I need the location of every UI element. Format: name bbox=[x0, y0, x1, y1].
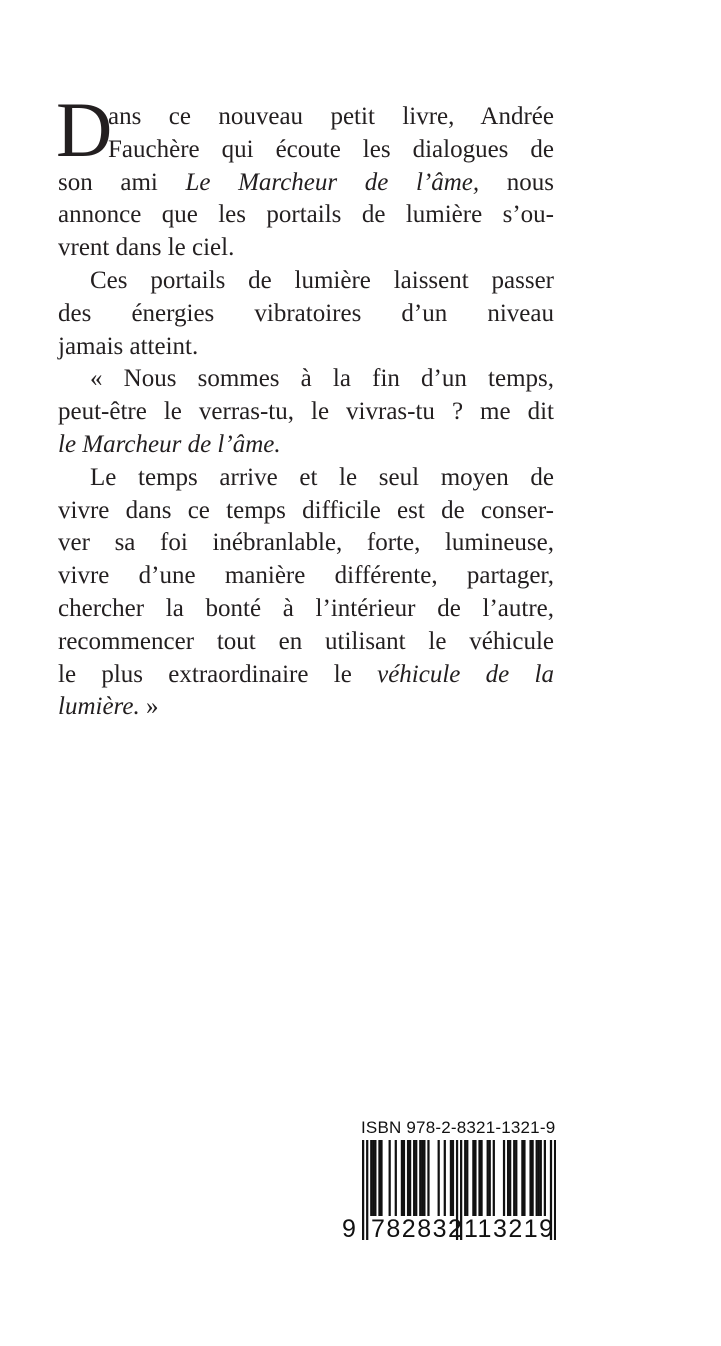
text-segment: jamais atteint. bbox=[58, 332, 199, 360]
text-line bbox=[58, 396, 554, 429]
text-line bbox=[58, 298, 554, 331]
text-line bbox=[58, 134, 554, 167]
text-line bbox=[58, 265, 554, 298]
text-line bbox=[58, 691, 554, 724]
barcode-bar bbox=[415, 1140, 417, 1216]
italic-title-text: Le Marcheur de l’âme, bbox=[185, 168, 480, 196]
barcode-bar bbox=[513, 1140, 515, 1216]
barcode-bar bbox=[472, 1140, 474, 1216]
text-segment: son ami bbox=[58, 168, 186, 196]
barcode-bar bbox=[515, 1140, 517, 1216]
barcode-bar bbox=[419, 1140, 421, 1216]
barcode-bar bbox=[544, 1140, 546, 1216]
text-segment: » bbox=[139, 693, 159, 721]
text-segment: vivre d’une manière différente, partager, bbox=[58, 562, 554, 590]
text-segment: le plus extraordinaire le bbox=[58, 660, 378, 688]
barcode-bar bbox=[536, 1140, 538, 1216]
barcode-bar bbox=[489, 1140, 491, 1216]
text-segment: vivre dans ce temps difficile est de conser- bbox=[58, 496, 554, 524]
text-segment: ver sa foi inébranlable, forte, lumineuse, bbox=[58, 529, 554, 557]
barcode-bar bbox=[427, 1140, 429, 1216]
barcode-bar bbox=[480, 1140, 482, 1216]
barcode-bar bbox=[413, 1140, 415, 1216]
text-line bbox=[58, 429, 554, 462]
barcode-bar bbox=[503, 1140, 505, 1216]
text-segment: « Nous sommes à la fin d’un temps, bbox=[90, 365, 554, 393]
barcode-bar bbox=[362, 1140, 364, 1240]
text-line bbox=[58, 560, 554, 593]
text-line bbox=[58, 626, 554, 659]
text-segment: Fauchère qui écoute les dialogues de bbox=[108, 135, 554, 163]
barcode-bar bbox=[378, 1140, 380, 1216]
barcode-bar bbox=[509, 1140, 511, 1216]
drop-cap: D bbox=[56, 86, 113, 173]
text-line bbox=[58, 363, 554, 396]
barcode-bar bbox=[380, 1140, 382, 1216]
barcode-bar bbox=[403, 1140, 405, 1216]
barcode-bar bbox=[438, 1140, 440, 1216]
text-line bbox=[58, 462, 554, 495]
barcode-bar bbox=[487, 1140, 489, 1216]
text-segment: nous bbox=[479, 168, 555, 196]
text-line bbox=[58, 659, 554, 692]
text-line bbox=[58, 495, 554, 528]
barcode-bar bbox=[466, 1140, 468, 1216]
barcode-bar bbox=[407, 1140, 409, 1216]
text-segment: ans ce nouveau petit livre, Andrée bbox=[108, 103, 554, 130]
text-segment: Ces portails de lumière laissent passer bbox=[90, 266, 554, 294]
barcode-bar bbox=[474, 1140, 476, 1216]
barcode-bar bbox=[409, 1140, 411, 1216]
barcode-bar bbox=[389, 1140, 391, 1216]
barcode-bar bbox=[452, 1140, 454, 1216]
barcode-bar bbox=[450, 1140, 452, 1216]
italic-title-text: lumière. bbox=[58, 693, 140, 721]
barcode-bar bbox=[478, 1140, 480, 1216]
text-line bbox=[58, 199, 554, 232]
text-line bbox=[58, 593, 554, 626]
text-segment: des énergies vibratoires d’un niveau bbox=[58, 299, 554, 327]
text-segment: chercher la bonté à l’intérieur de l’autre, bbox=[58, 594, 554, 622]
italic-title-text: le Marcheur de l’âme. bbox=[58, 430, 281, 458]
text-segment: Le temps arrive et le seul moyen de bbox=[90, 463, 554, 491]
barcode-first-digit: 9 bbox=[342, 1215, 358, 1243]
text-segment: annonce que les portails de lumière s’ou- bbox=[58, 201, 554, 229]
barcode-bar bbox=[395, 1140, 397, 1216]
barcode-bar bbox=[507, 1140, 509, 1216]
barcode-bar bbox=[370, 1140, 372, 1216]
text-segment: recommencer tout en utilisant le véhicule bbox=[58, 627, 554, 655]
barcode-bar bbox=[521, 1140, 523, 1216]
barcode-bar bbox=[423, 1140, 425, 1216]
text-line bbox=[58, 527, 554, 560]
barcode-bar bbox=[531, 1140, 533, 1216]
text-line bbox=[58, 101, 554, 134]
barcode-bar bbox=[538, 1140, 540, 1216]
barcode-bar bbox=[421, 1140, 423, 1216]
barcode-bar bbox=[540, 1140, 542, 1216]
barcode-bar bbox=[493, 1140, 495, 1216]
text-segment: vrent dans le ciel. bbox=[58, 234, 235, 262]
text-line bbox=[58, 167, 554, 200]
barcode-bar bbox=[529, 1140, 531, 1216]
text-line bbox=[58, 232, 554, 265]
barcode-right-digits: 113219 bbox=[464, 1215, 555, 1243]
italic-title-text: véhicule de la bbox=[377, 660, 554, 688]
barcode-bar bbox=[374, 1140, 376, 1216]
barcode-bar bbox=[401, 1140, 403, 1216]
barcode-bar bbox=[444, 1140, 446, 1216]
barcode-bar bbox=[464, 1140, 466, 1216]
back-cover-blurb bbox=[58, 101, 554, 724]
text-line bbox=[58, 331, 554, 364]
barcode-bar bbox=[366, 1140, 368, 1240]
text-segment: peut-être le verras-tu, le vivras-tu ? me dit bbox=[58, 398, 554, 426]
barcode-left-digits: 782832 bbox=[371, 1215, 464, 1243]
isbn-label: ISBN 978-2-8321-1321-9 bbox=[361, 1118, 556, 1137]
barcode-bar bbox=[372, 1140, 374, 1216]
barcode-bar bbox=[523, 1140, 525, 1216]
